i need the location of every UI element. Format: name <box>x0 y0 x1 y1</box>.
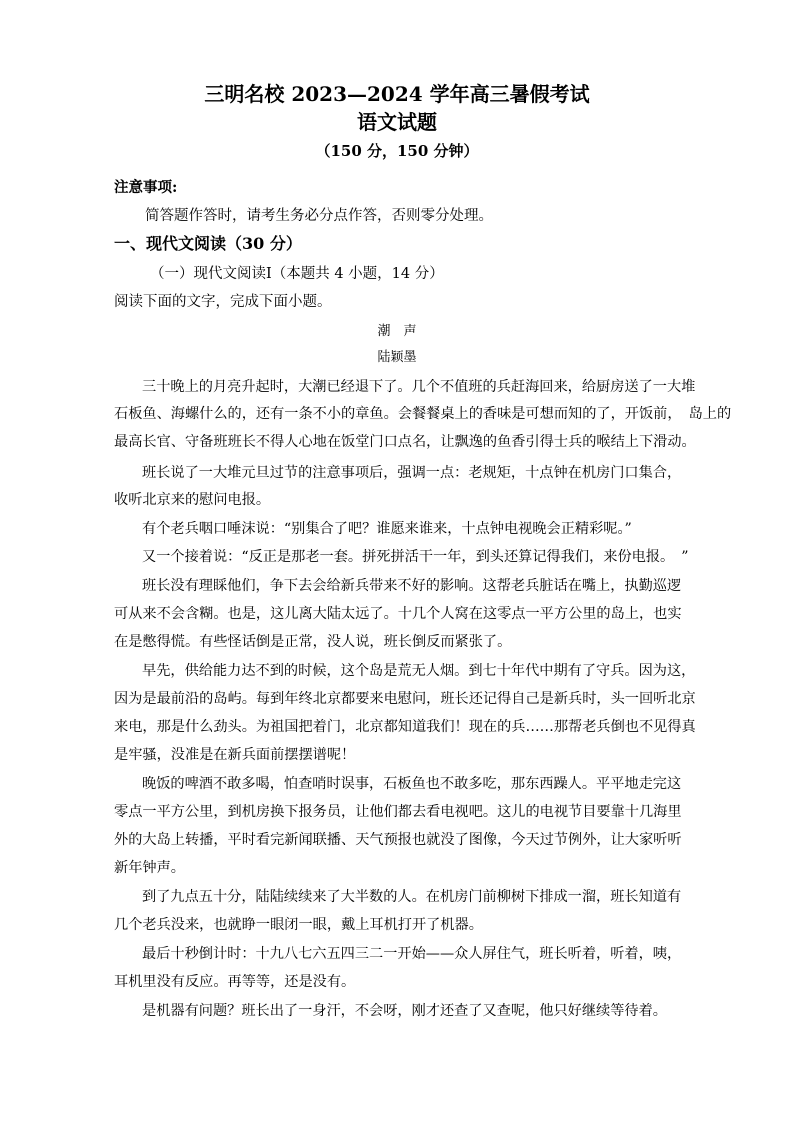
article-line: 石板鱼、海螺什么的，还有一条不小的章鱼。会餐餐桌上的香味是可想而知的了，开饭前， 岛上的 <box>114 406 732 422</box>
article-line: 在是憋得慌。有些怪话倒是正常，没人说，班长倒反而紧张了。 <box>114 634 512 650</box>
article-line: 晚饭的啤酒不敢多喝，怕查哨时误事，石板鱼也不敢多吃，那东西躁人。平平地走完这 <box>142 776 682 792</box>
article-line: 外的大岛上转播，平时看完新闻联播、天气预报也就没了图像，今天过节例外，让大家听听 <box>114 832 682 848</box>
score-time-note: （150 分，150 分钟） <box>315 142 479 160</box>
exam-title: 三明名校 2023—2024 学年高三暑假考试 <box>204 82 590 106</box>
article-line: 早先，供给能力达不到的时候，这个岛是荒无人烟。到七十年代中期有了守兵。因为这， <box>142 663 696 679</box>
article-line: 是机器有问题？班长出了一身汗，不会呀，刚才还查了又查呢，他只好继续等待着。 <box>142 1003 667 1019</box>
article-line: 来电，那是什么劲头。为祖国把着门，北京都知道我们！现在的兵……那帮老兵倒也不见得真 <box>114 719 696 735</box>
section-heading: 一、现代文阅读（30 分） <box>114 234 302 253</box>
article-line: 因为是最前沿的岛屿。每到年终北京都要来电慰问，班长还记得自己是新兵时，头一回听北京 <box>114 691 696 707</box>
subject-title: 语文试题 <box>357 110 437 134</box>
article-line: 耳机里没有反应。再等等，还是没有。 <box>114 974 356 990</box>
article-line: 又一个接着说：“反正是那老一套。拼死拼活干一年，到头还算记得我们，来份电报。 ” <box>142 549 689 565</box>
article-title: 潮 声 <box>377 324 417 339</box>
article-line: 三十晚上的月亮升起时，大潮已经退下了。几个不值班的兵赶海回来，给厨房送了一大堆 <box>142 379 696 395</box>
notice-heading: 注意事项: <box>114 179 178 196</box>
article-line: 最后十秒倒计时：十九八七六五四三二一开始——众人屏住气，班长听着，听着，咦， <box>142 946 682 962</box>
article-line: 几个老兵没来，也就睁一眼闭一眼，戴上耳机打开了机器。 <box>114 917 483 933</box>
article-line: 最高长官、守备班班长不得人心地在饭堂门口点名，让飘逸的鱼香引得士兵的喉结上下滑动。 <box>114 434 696 450</box>
notice-text: 简答题作答时，请考生务必分点作答，否则零分处理。 <box>145 208 493 224</box>
article-line: 是牢骚，没准是在新兵面前摆摆谱呢！ <box>114 747 356 763</box>
reading-instruction: 阅读下面的文字，完成下面小题。 <box>114 294 332 310</box>
article-line: 零点一平方公里，到机房换下报务员，让他们都去看电视吧。这儿的电视节目要靠十几海里 <box>114 804 682 820</box>
article-author: 陆颖墨 <box>377 350 417 365</box>
article-line: 收听北京来的慰问电报。 <box>114 492 271 508</box>
article-line: 到了九点五十分，陆陆续续来了大半数的人。在机房门前柳树下排成一溜，班长知道有 <box>142 889 682 905</box>
article-line: 班长没有理睬他们，争下去会给新兵带来不好的影响。这帮老兵脏话在嘴上，执勤巡逻 <box>142 578 682 594</box>
section-sub-heading: （一）现代文阅读Ⅰ（本题共 4 小题，14 分） <box>150 266 444 282</box>
article-line: 可从来不会含糊。也是，这儿离大陆太远了。十几个人窝在这零点一平方公里的岛上，也实 <box>114 606 682 622</box>
article-line: 班长说了一大堆元旦过节的注意事项后，强调一点：老规矩，十点钟在机房门口集合， <box>142 465 682 481</box>
article-line: 有个老兵咽口唾沫说：“别集合了吧？谁愿来谁来，十点钟电视晚会正精彩呢。” <box>142 521 632 537</box>
article-line: 新年钟声。 <box>114 860 185 876</box>
